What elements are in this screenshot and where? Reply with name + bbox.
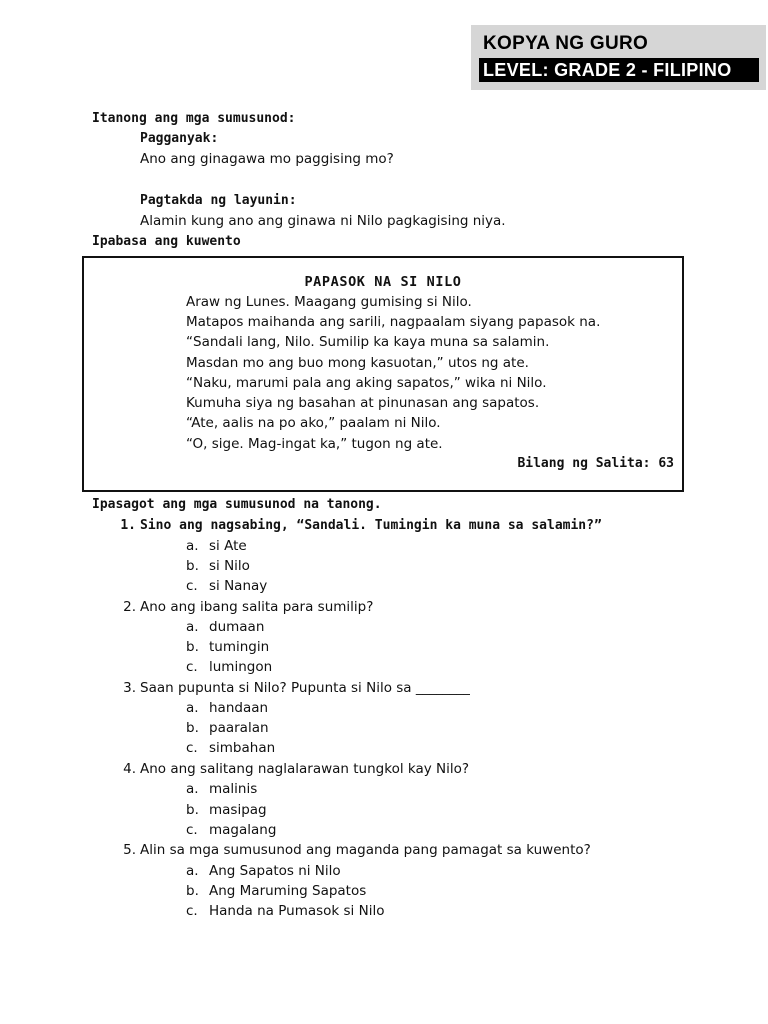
option-text: Ang Maruming Sapatos [209,883,367,899]
story-box [82,256,684,492]
option-letter: a. [186,538,199,554]
question-number: 2. [123,599,136,615]
question-number: 3. [123,680,136,696]
question-number: 4. [123,761,136,777]
option-letter: c. [186,822,198,838]
option-letter: c. [186,740,198,756]
option-text: lumingon [209,659,273,675]
option-text: si Ate [209,538,247,554]
story-line: “Ate, aalis na po ako,” paalam ni Nilo. [186,415,441,431]
question-number: 5. [123,842,136,858]
option-letter: a. [186,781,199,797]
option-letter: a. [186,863,199,879]
objective-text: Alamin kung ano ang ginawa ni Nilo pagkagising niya. [140,213,506,229]
option-letter: c. [186,903,198,919]
read-heading: Ipabasa ang kuwento [92,234,241,249]
question-number: 1. [120,518,136,533]
option-text: malinis [209,781,258,797]
option-text: si Nanay [209,578,268,594]
option-letter: b. [186,639,199,655]
option-letter: b. [186,720,199,736]
option-text: handaan [209,700,269,716]
ask-heading: Itanong ang mga sumusunod: [92,111,296,126]
option-text: Handa na Pumasok si Nilo [209,903,385,919]
story-line: Matapos maihanda ang sarili, nagpaalam siyang papasok na. [186,314,601,330]
option-letter: c. [186,578,198,594]
option-letter: b. [186,883,199,899]
option-letter: a. [186,619,199,635]
motivation-label: Pagganyak: [140,131,219,146]
option-letter: b. [186,558,199,574]
option-text: masipag [209,802,267,818]
header-title: KOPYA NG GURO [483,33,649,54]
objective-label: Pagtakda ng layunin: [140,193,297,208]
motivation-question: Ano ang ginagawa mo paggising mo? [140,151,394,167]
word-count: Bilang ng Salita: 63 [517,456,674,471]
option-text: si Nilo [209,558,250,574]
option-text: paaralan [209,720,269,736]
story-line: Masdan mo ang buo mong kasuotan,” utos ng ate. [186,355,529,371]
option-text: tumingin [209,639,270,655]
story-line: “Sandali lang, Nilo. Sumilip ka kaya muna sa salamin. [186,334,550,350]
question-text: Alin sa mga sumusunod ang maganda pang pamagat sa kuwento? [140,842,591,858]
story-line: “O, sige. Mag-ingat ka,” tugon ng ate. [186,436,443,452]
question-text: Ano ang salitang naglalarawan tungkol kay Nilo? [140,761,470,777]
option-text: simbahan [209,740,276,756]
question-text: Ano ang ibang salita para sumilip? [140,599,374,615]
questions-heading: Ipasagot ang mga sumusunod na tanong. [92,497,382,512]
teacher-copy-header [471,25,766,90]
story-line: “Naku, marumi pala ang aking sapatos,” wika ni Nilo. [186,375,547,391]
option-letter: b. [186,802,199,818]
option-letter: c. [186,659,198,675]
option-text: magalang [209,822,277,838]
grade-level-bar: LEVEL: GRADE 2 - FILIPINO [479,58,759,82]
story-line: Kumuha siya ng basahan at pinunasan ang sapatos. [186,395,540,411]
option-text: dumaan [209,619,265,635]
question-text: Sino ang nagsabing, “Sandali. Tumingin ka muna sa salamin?” [140,518,602,533]
question-text: Saan pupunta si Nilo? Pupunta si Nilo sa ________ [140,680,470,696]
option-letter: a. [186,700,199,716]
story-line: Araw ng Lunes. Maagang gumising si Nilo. [186,294,472,310]
story-title: PAPASOK NA SI NILO [304,274,462,290]
option-text: Ang Sapatos ni Nilo [209,863,341,879]
